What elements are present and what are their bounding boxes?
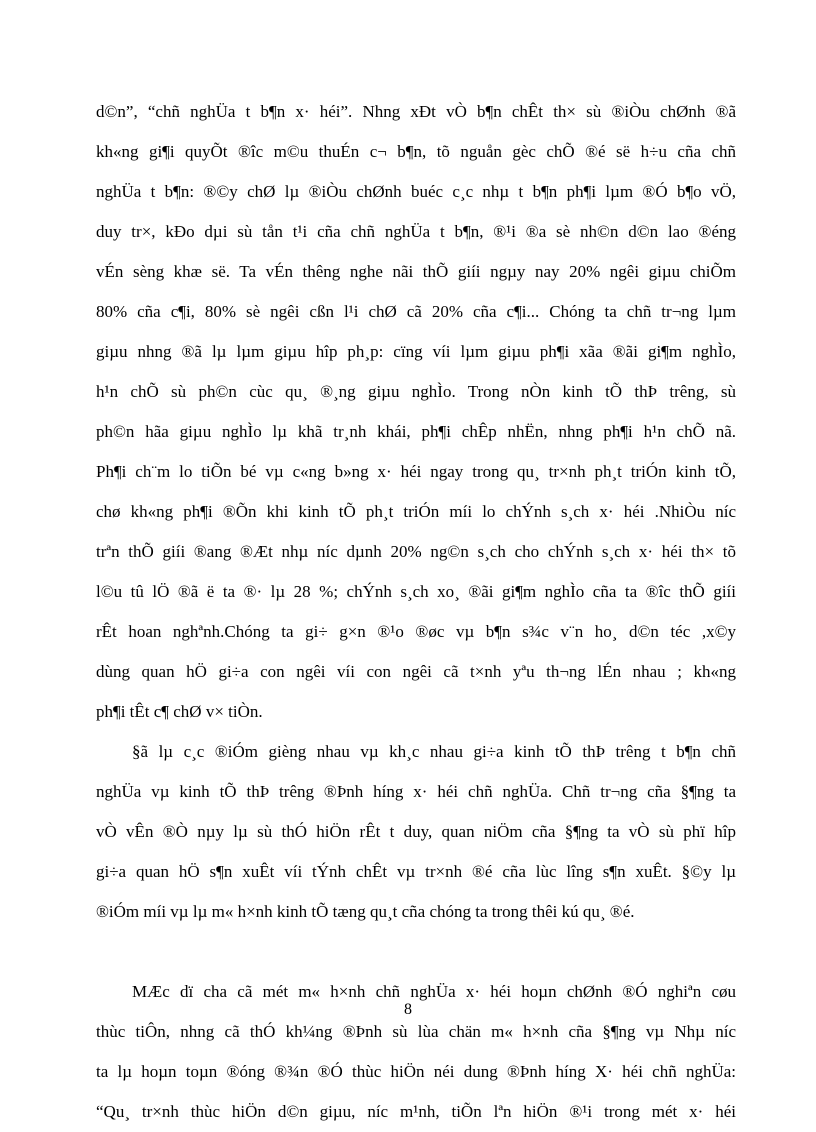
text-line: ta lµ hoµn toµn ®óng ®¾n ®Ó thùc hiÖn néi dung ®Þnh híng X· héi chñ nghÜa: (96, 1062, 736, 1081)
text-line: kh«ng gi¶i quyÕt ®îc m©u thuÉn c¬ b¶n, tõ nguån gèc chÕ ®é së h÷u cña chñ (96, 142, 736, 161)
text-line: gi÷a quan hÖ s¶n xuÊt víi tÝnh chÊt vµ tr×nh ®é cña lùc lîng s¶n xuÊt. §©y lµ (96, 862, 736, 881)
text-line: ®iÓm míi vµ lµ m« h×nh kinh tÕ tæng qu¸t cña chóng ta trong thêi kú qu¸ ®é. (96, 902, 635, 921)
text-line: giµu nhng ®ã lµ lµm giµu hîp ph¸p: cïng víi lµm giµu ph¶i xãa ®ãi gi¶m nghÌo, (96, 342, 736, 361)
page-number: 8 (404, 1001, 412, 1018)
paragraph-gap (96, 932, 736, 972)
paragraph-1 (96, 92, 736, 732)
text-line: duy tr×, kÐo dµi sù tån t¹i cña chñ nghÜa t b¶n, ®¹i ®a sè nh©n d©n lao ®éng (96, 222, 736, 241)
text-line: ph©n hãa giµu nghÌo lµ khã tr¸nh khái, ph¶i chÊp nhËn, nhng ph¶i h¹n chÕ nã. (96, 422, 736, 441)
text-line: nghÜa vµ kinh tÕ thÞ trêng ®Þnh híng x· héi chñ nghÜa. Chñ tr¬ng cña §¶ng ta (96, 782, 736, 801)
text-line: §ã lµ c¸c ®iÓm gièng nhau vµ kh¸c nhau gi÷a kinh tÕ thÞ trêng t b¶n chñ (132, 742, 736, 761)
body-text (96, 92, 736, 1132)
text-line: MÆc dï cha cã mét m« h×nh chñ nghÜa x· héi hoµn chØnh ®Ó nghiªn cøu (132, 982, 736, 1001)
text-line: dùng quan hÖ gi÷a con ngêi víi con ngêi cã t×nh yªu th¬ng lÉn nhau ; kh«ng (96, 662, 736, 681)
text-line: d©n”, “chñ nghÜa t b¶n x· héi”. Nhng xÐt vÒ b¶n chÊt th× sù ®iÒu chØnh ®ã (96, 102, 736, 121)
text-line: h¹n chÕ sù ph©n cùc qu¸ ®¸ng giµu nghÌo. Trong nÒn kinh tÕ thÞ trêng, sù (96, 382, 736, 401)
text-line: Ph¶i ch¨m lo tiÕn bé vµ c«ng b»ng x· héi ngay trong qu¸ tr×nh ph¸t triÓn kinh tÕ, (96, 462, 736, 481)
text-line: rÊt hoan nghªnh.Chóng ta gi÷ g×n ®¹o ®øc vµ b¶n s¾c v¨n ho¸ d©n téc ,x©y (96, 622, 736, 641)
text-line: ph¶i tÊt c¶ chØ v× tiÒn. (96, 702, 263, 721)
paragraph-2 (96, 732, 736, 932)
text-line: l©u tû lÖ ®ã ë ta ®· lµ 28 %; chÝnh s¸ch xo¸ ®ãi gi¶m nghÌo cña ta ®îc thÕ giíi (96, 582, 736, 601)
text-line: trªn thÕ giíi ®ang ®Æt nhµ níc dµnh 20% ng©n s¸ch cho chÝnh s¸ch x· héi th× tõ (96, 542, 736, 561)
text-line: nghÜa t b¶n: ®©y chØ lµ ®iÒu chØnh buéc c¸c nhµ t b¶n ph¶i lµm ®Ó b¶o vÖ, (96, 182, 736, 201)
text-line: thùc tiÔn, nhng cã thÓ kh¼ng ®Þnh sù lùa chän m« h×nh cña §¶ng vµ Nhµ níc (96, 1022, 736, 1041)
text-line: “Qu¸ tr×nh thùc hiÖn d©n giµu, níc m¹nh, tiÕn lªn hiÖn ®¹i trong mét x· héi (96, 1102, 736, 1121)
text-line: vÉn sèng khæ së. Ta vÉn thêng nghe nãi thÕ giíi ngµy nay 20% ngêi giµu chiÕm (96, 262, 736, 281)
text-line: chø kh«ng ph¶i ®Õn khi kinh tÕ ph¸t triÓn míi lo chÝnh s¸ch x· héi .NhiÒu níc (96, 502, 736, 521)
text-line: vÒ vÊn ®Ò nµy lµ sù thÓ hiÖn rÊt t duy, quan niÖm cña §¶ng ta vÒ sù phï hîp (96, 822, 736, 841)
paragraph-3 (96, 972, 736, 1132)
text-line: 80% cña c¶i, 80% sè ngêi cßn l¹i chØ cã 20% cña c¶i... Chóng ta chñ tr¬ng lµm (96, 302, 736, 321)
